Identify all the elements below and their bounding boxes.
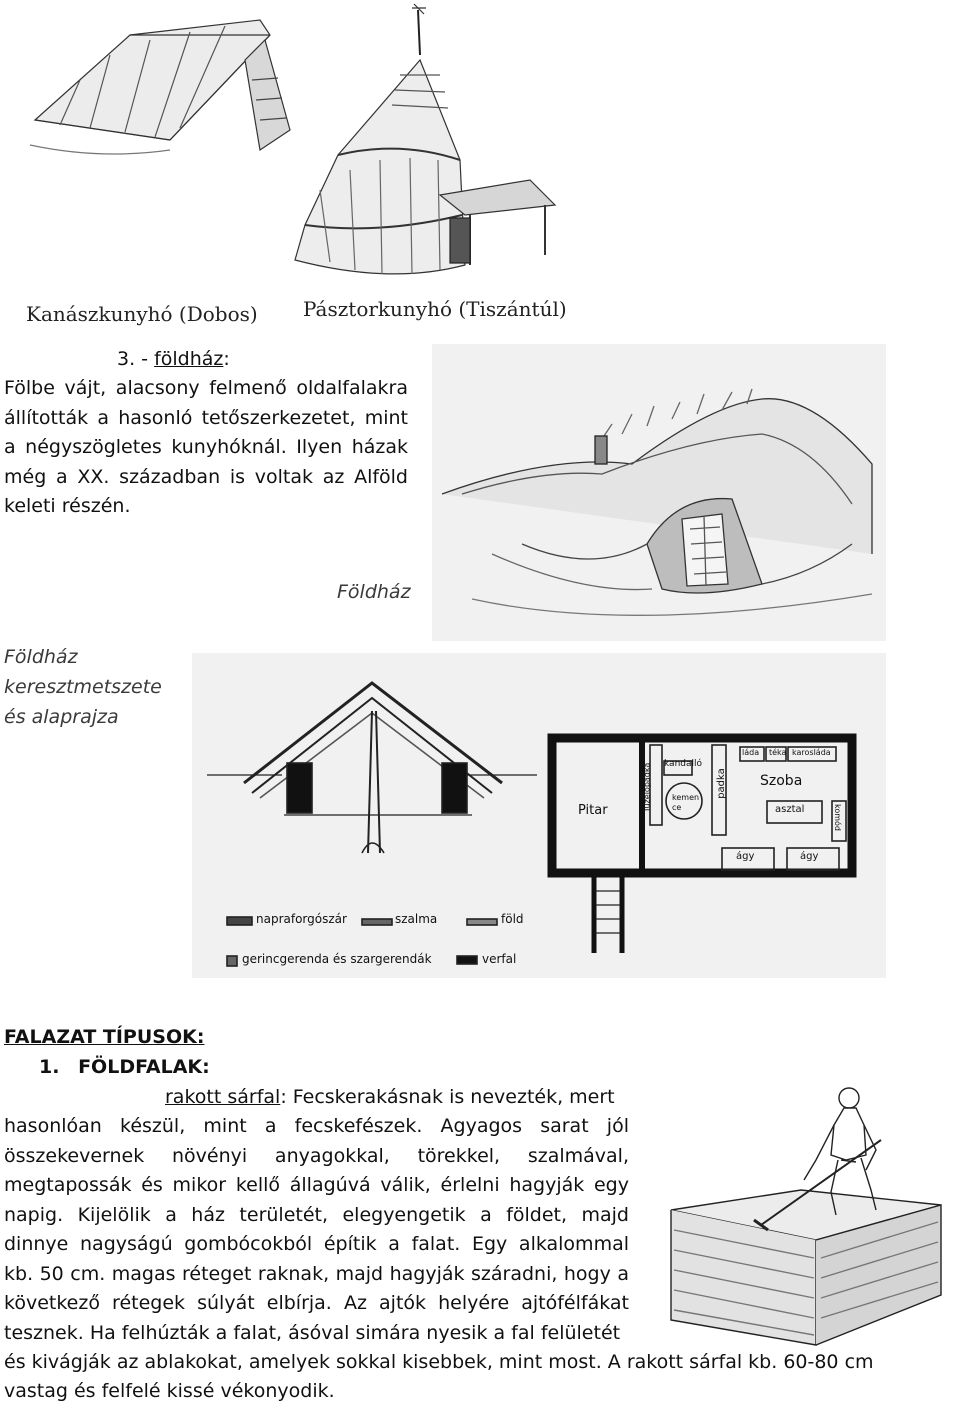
cross-caption-line: és alaprajza	[4, 706, 119, 728]
cross-section-caption	[4, 642, 162, 732]
plan-label-padka: padka	[715, 768, 727, 799]
cross-section-and-plan	[192, 653, 886, 978]
sarfal-term-rest: : Fecskerakásnak is nevezték, mert	[280, 1086, 615, 1108]
plan-label-teka: téka	[769, 748, 787, 757]
plan-label-agy-1: ágy	[736, 851, 755, 862]
sarfal-last-line: vastag és felfelé kissé vékonyodik.	[4, 1380, 335, 1402]
section3-colon: :	[223, 348, 230, 370]
huts-illustration	[20, 0, 580, 290]
sarfal-line: megtapossák és mikor kellő állagúvá válik, érlelni hagyják egy	[4, 1174, 629, 1196]
sarfal-line: tesznek. Ha felhúzták a falat, ásóval simára nyesik a fal felületét	[4, 1321, 621, 1344]
sarfal-line: hasonlóan készül, mint a fecskefészek. Agyagos sarat jól	[4, 1115, 629, 1137]
section3-line: a négyszögletes kunyhóknál. Ilyen házak	[4, 436, 408, 458]
section3-line: Fölbe vájt, alacsony felmenő oldalfalakra	[4, 377, 408, 399]
sarfal-line: összekevernek növényi anyagokkal, törekkel, szalmával,	[4, 1144, 629, 1167]
falazat-heading: FALAZAT TÍPUSOK:	[4, 1026, 205, 1048]
foldhaz-caption: Földház	[337, 581, 411, 603]
foldfalak-title: FÖLDFALAK:	[78, 1056, 210, 1078]
cross-caption-line: keresztmetszete	[4, 676, 162, 698]
plan-label-szoba: Szoba	[760, 773, 803, 789]
plan-label-karoslada: karosláda	[792, 748, 831, 757]
plan-label-kemence: kemen ce	[672, 793, 700, 812]
section3-body	[4, 374, 408, 522]
pasztor-caption: Pásztorkunyhó (Tiszántúl)	[303, 297, 567, 321]
section3-line: állították a hasonló tetőszerkezetet, mint	[4, 406, 408, 429]
section3-line: még a XX. században is voltak az Alföld	[4, 465, 408, 488]
foldfalak-subheading	[39, 1053, 210, 1083]
sarfal-term: rakott sárfal	[165, 1086, 281, 1108]
sarfal-line: napig. Kijelölik a ház területét, elegyengetik a földet, majd	[4, 1203, 629, 1226]
sarfal-first-line	[165, 1083, 615, 1113]
sarfal-full-line: és kivágják az ablakokat, amelyek sokkal kisebbek, mint most. A rakott sárfal kb. 60-80 cm	[4, 1351, 874, 1373]
plan-label-komod: komód	[833, 803, 843, 832]
plan-label-kandallo: kandalló	[664, 759, 703, 769]
section3-line: keleti részén.	[4, 495, 131, 517]
plan-label-lada: láda	[742, 748, 760, 757]
section3-title: földház	[154, 348, 224, 370]
sarfal-line: dinnye nagyságú gombócokból építik a falat. Egy alkalommal	[4, 1233, 629, 1255]
kanasz-caption: Kanászkunyhó (Dobos)	[26, 302, 258, 326]
worker-illustration	[666, 1080, 944, 1346]
sarfal-line: következő rétegek súlyát elbírja. Az ajtók helyére ajtófélfákat	[4, 1292, 629, 1314]
legend-napraforgoszar: napraforgószár	[256, 912, 347, 926]
plan-label-pitar: Pitar	[578, 803, 608, 818]
cross-caption-line: Földház	[4, 646, 78, 668]
legend-verfal: verfal	[482, 952, 517, 966]
legend-szalma: szalma	[395, 912, 438, 926]
foldfalak-number: 1.	[39, 1056, 60, 1078]
foldhaz-illustration	[337, 344, 886, 641]
section3-number: 3. -	[117, 348, 155, 370]
legend-fold: föld	[501, 912, 524, 926]
plan-label-asztal: asztal	[775, 804, 805, 815]
sarfal-line: kb. 50 cm. magas réteget raknak, majd hagyják száradni, hogy a	[4, 1262, 629, 1285]
plan-label-tuzelopadka: Tüzelőpadka	[642, 762, 652, 813]
sarfal-body	[4, 1112, 629, 1348]
section3-heading	[117, 345, 230, 375]
plan-label-agy-2: ágy	[800, 851, 819, 862]
legend-gerenda: gerincgerenda és szargerendák	[242, 952, 432, 966]
